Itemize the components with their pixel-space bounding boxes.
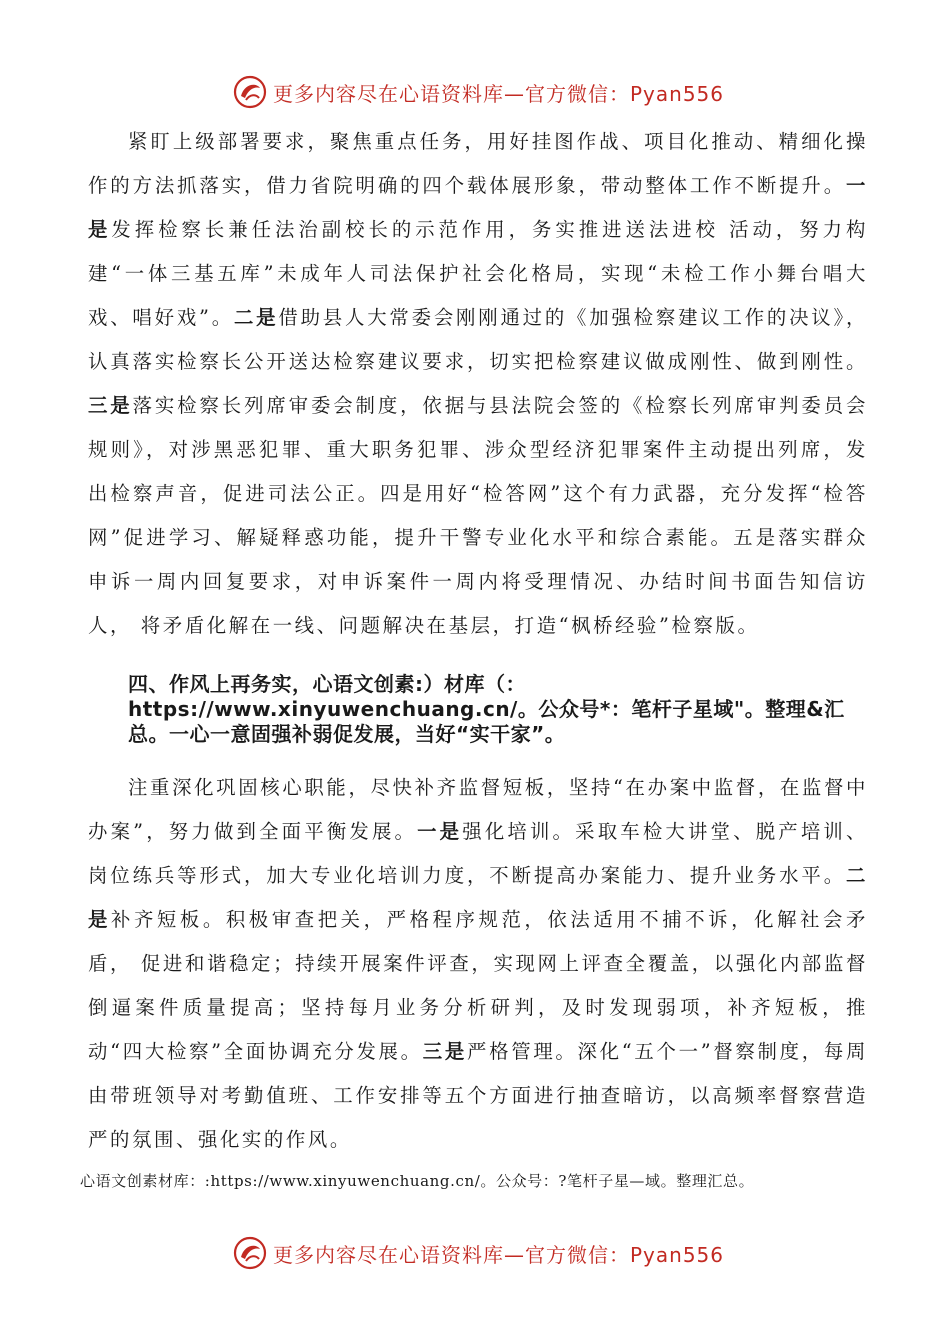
section-four-body xyxy=(88,766,868,1162)
paragraph-work-focus: 紧盯上级部署要求，聚焦重点任务，用好挂图作战、项目化推动、精细化操作的方法抓落实，借力省院明确的四个载体展形象，带动整体工作不断提升。一是发挥检察长兼任法治副校长的示范作用，务实推进送法进校 活动，努力构建“一体三基五库”未成年人司法保护社会化格局，实现“未检工作小舞台唱大戏、唱好戏”。二是借助县人大常委会刚刚通过的《加强检察建议工作的决议》，认真落实检察长公开送达检察建议要求，切实把检察建议做成刚性、做到刚性。三是落实检察长列席审委会制度，依据与县法院会签的《检察长列席审判委员会规则》，对涉黑恶犯罪、重大职务犯罪、涉众型经济犯罪案件主动提出列席，发出检察声音，促进司法公正。四是用好“检答网”这个有力武器，充分发挥“检答网”促进学习、解疑释惑功能，提升干警专业化水平和综合素能。五是落实群众申诉一周内回复要求，对申诉案件一周内将受理情况、办结时间书面告知信访人， 将矛盾化解在一线、问题解决在基层，打造“枫桥经验”检察版。 xyxy=(88,130,869,637)
paragraph-work-style: 注重深化巩固核心职能，尽快补齐监督短板，坚持“在办案中监督，在监督中办案”，努力做到全面平衡发展。一是强化培训。采取车检大讲堂、脱产培训、岗位练兵等形式，加大专业化培训力度，不断提高办案能力、提升业务水平。二是补齐短板。积极审查把关，严格程序规范，依法适用不捕不诉，化解社会矛盾， 促进和谐稳定；持续开展案件评查，实现网上评查全覆盖，以强化内部监督倒逼案件质量提高；坚持每月业务分析研判，及时发现弱项，补齐短板，推动“四大检察”全面协调充分发展。三是严格管理。深化“五个一”督察制度，每周由带班领导对考勤值班、工作安排等五个方面进行抽查暗访，以高频率督察营造严的氛围、强化实的作风。 xyxy=(88,776,868,1151)
wechat-id: Pyan556 xyxy=(630,1243,725,1267)
header-banner xyxy=(0,72,950,112)
section-three-body xyxy=(88,120,868,648)
banner-text: 更多内容尽在心语资料库—官方微信：Pyan556 xyxy=(273,82,725,106)
footer-source-note: 心语文创素材库：:https://www.xinyuwenchuang.cn/。公众号：?笔杆子星—域。整理汇总。 xyxy=(80,1172,755,1190)
footer-banner xyxy=(0,1233,950,1273)
brand-logo-icon xyxy=(232,1235,268,1271)
banner-text: 更多内容尽在心语资料库—官方微信：Pyan556 xyxy=(273,1243,725,1267)
brand-logo-icon xyxy=(232,74,268,110)
section-heading-four: 四、作风上再务实，心语文创素:）材库（：https://www.xinyuwenchuang.cn/。公众号*：笔杆子星域"。整理&汇总。一心一意固强补弱促发展，当好“实干家”。 xyxy=(128,672,845,746)
wechat-id: Pyan556 xyxy=(630,82,725,106)
